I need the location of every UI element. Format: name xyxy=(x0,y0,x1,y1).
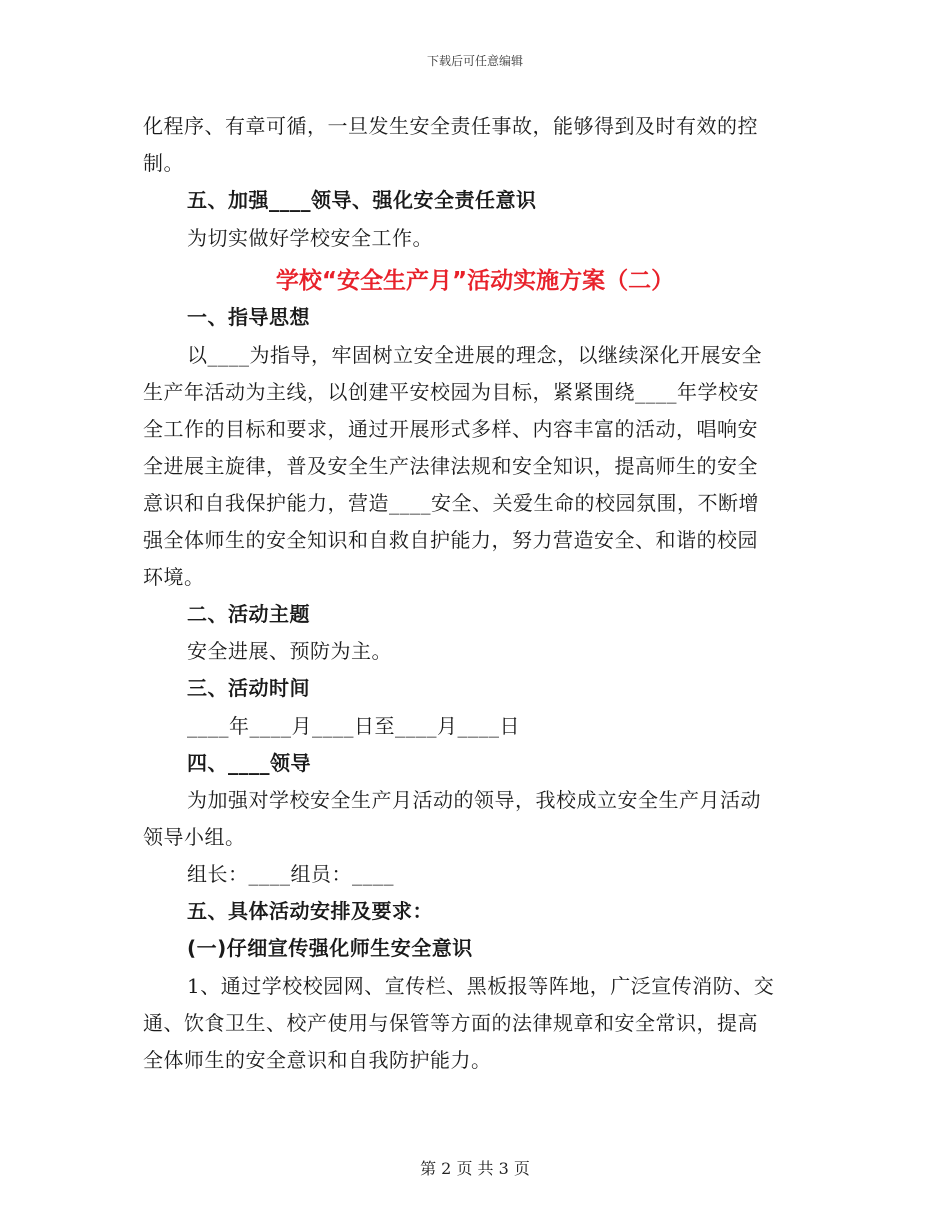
body-line: 安全进展、预防为主。 xyxy=(187,639,392,663)
section-heading: 四、____领导 xyxy=(187,751,311,775)
body-line: 以____为指导，牢固树立安全进展的理念，以继续深化开展安全 xyxy=(187,343,762,367)
body-line: 1、通过学校校园网、宣传栏、黑板报等阵地，广泛宣传消防、交 xyxy=(187,974,775,998)
section-heading: 五、加强____领导、强化安全责任意识 xyxy=(187,188,537,212)
section-heading: 一、指导思想 xyxy=(187,305,310,329)
document-title: 学校“安全生产月”活动实施方案（二） xyxy=(275,268,675,294)
body-line: 组长：____组员：____ xyxy=(187,862,394,886)
body-line: 为切实做好学校安全工作。 xyxy=(187,226,433,250)
body-line: 全工作的目标和要求，通过开展形式多样、内容丰富的活动，唱响安 xyxy=(143,417,758,441)
body-line: 生产年活动为主线，以创建平安校园为目标，紧紧围绕____年学校安 xyxy=(143,380,759,404)
body-line: 强全体师生的安全知识和自救自护能力，努力营造安全、和谐的校园 xyxy=(143,528,758,552)
section-heading: 五、具体活动安排及要求： xyxy=(187,899,433,923)
body-line: 制。 xyxy=(143,151,184,175)
body-line: 意识和自我保护能力，营造____安全、关爱生命的校园氛围，不断增 xyxy=(143,491,759,515)
body-line: 领导小组。 xyxy=(143,825,246,849)
page-footer: 第 2 页 共 3 页 xyxy=(420,1159,530,1178)
body-line: ____年____月____日至____月____日 xyxy=(187,714,520,738)
section-heading: 二、活动主题 xyxy=(187,602,310,626)
body-line: 化程序、有章可循，一旦发生安全责任事故，能够得到及时有效的控 xyxy=(143,114,758,138)
section-heading: 三、活动时间 xyxy=(187,676,310,700)
subsection-heading: (一)仔细宣传强化师生安全意识 xyxy=(187,936,473,960)
body-line: 为加强对学校安全生产月活动的领导，我校成立安全生产月活动 xyxy=(187,788,761,812)
body-line: 全体师生的安全意识和自我防护能力。 xyxy=(143,1048,492,1072)
body-line: 通、饮食卫生、校产使用与保管等方面的法律规章和安全常识，提高 xyxy=(143,1011,758,1035)
body-line: 全进展主旋律，普及安全生产法律法规和安全知识，提高师生的安全 xyxy=(143,454,758,478)
page-header: 下载后可任意编辑 xyxy=(426,54,523,68)
body-line: 环境。 xyxy=(143,565,205,589)
